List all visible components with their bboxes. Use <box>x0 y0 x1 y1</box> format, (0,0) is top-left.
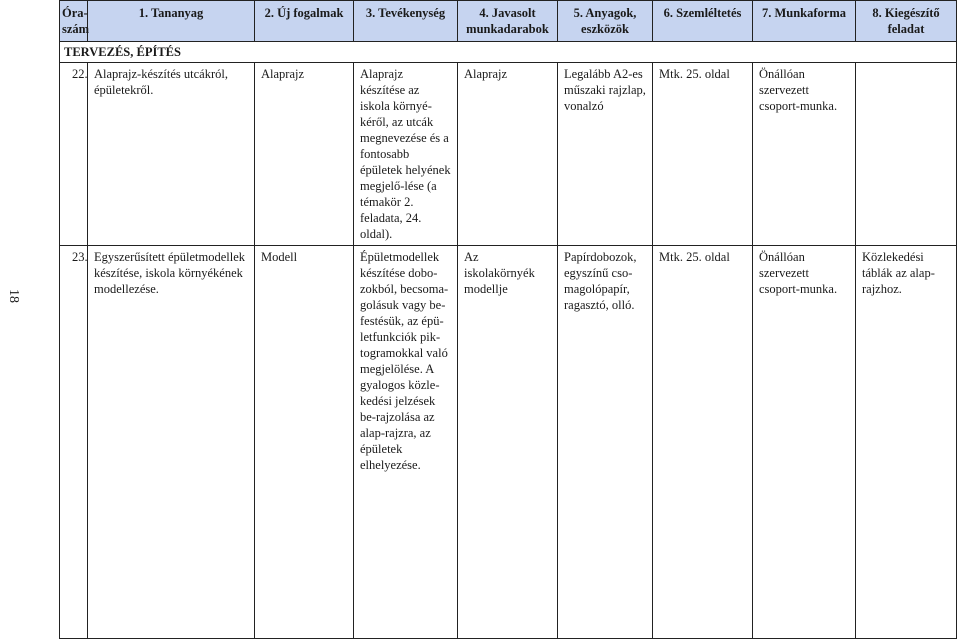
header-tananyag: 1. Tananyag <box>88 1 255 42</box>
page-number: 18 <box>6 289 21 303</box>
cell-tevekenyseg: Épületmodellek készítése dobo-zokból, becsoma-golásuk vagy be-festésük, az épü-letfunkciók pik-togramokkal való megjelölése. A gyalogos közle-kedési jelzések be-rajzolása az alap-rajzra, az épületek elhelyezése. <box>354 246 458 639</box>
cell-anyagok: Legalább A2-es műszaki rajzlap, vonalzó <box>558 63 653 246</box>
curriculum-table <box>59 0 957 639</box>
cell-anyagok: Papírdobozok, egyszínű cso-magolópapír, ragasztó, olló. <box>558 246 653 639</box>
section-title: TERVEZÉS, ÉPÍTÉS <box>60 42 957 63</box>
cell-munkadarabok: Az iskolakörnyék modellje <box>458 246 558 639</box>
header-oraszam: Óra- szám <box>60 1 88 42</box>
cell-tananyag: Egyszerűsített épületmodellek készítése, iskola környékének modellezése. <box>88 246 255 639</box>
header-szemleltetes: 6. Szemléltetés <box>653 1 753 42</box>
table-row <box>60 246 957 639</box>
cell-munkaforma: Önállóan szervezett csoport-munka. <box>753 63 856 246</box>
cell-fogalmak: Alaprajz <box>255 63 354 246</box>
header-munkadarabok: 4. Javasolt munkadarabok <box>458 1 558 42</box>
table-row <box>60 63 957 246</box>
cell-tevekenyseg: Alaprajz készítése az iskola környé-kéről, az utcák megnevezése és a fontosabb épületek helyének megjelő-lése (a témakör 2. feladata, 24. oldal). <box>354 63 458 246</box>
header-kiegeszito: 8. Kiegészítő feladat <box>856 1 957 42</box>
cell-tananyag: Alaprajz-készítés utcákról, épületekről. <box>88 63 255 246</box>
header-anyagok: 5. Anyagok, eszközök <box>558 1 653 42</box>
cell-munkaforma: Önállóan szervezett csoport-munka. <box>753 246 856 639</box>
row-number: 22. <box>60 63 88 246</box>
cell-munkadarabok: Alaprajz <box>458 63 558 246</box>
row-number: 23. <box>60 246 88 639</box>
header-uj-fogalmak: 2. Új fogalmak <box>255 1 354 42</box>
cell-kiegeszito: Közlekedési táblák az alap-rajzhoz. <box>856 246 957 639</box>
header-munkaforma: 7. Munkaforma <box>753 1 856 42</box>
cell-fogalmak: Modell <box>255 246 354 639</box>
cell-szemleltetes: Mtk. 25. oldal <box>653 63 753 246</box>
header-row <box>60 1 957 42</box>
header-tevekenyseg: 3. Tevékenység <box>354 1 458 42</box>
section-row <box>60 42 957 63</box>
cell-kiegeszito <box>856 63 957 246</box>
cell-szemleltetes: Mtk. 25. oldal <box>653 246 753 639</box>
